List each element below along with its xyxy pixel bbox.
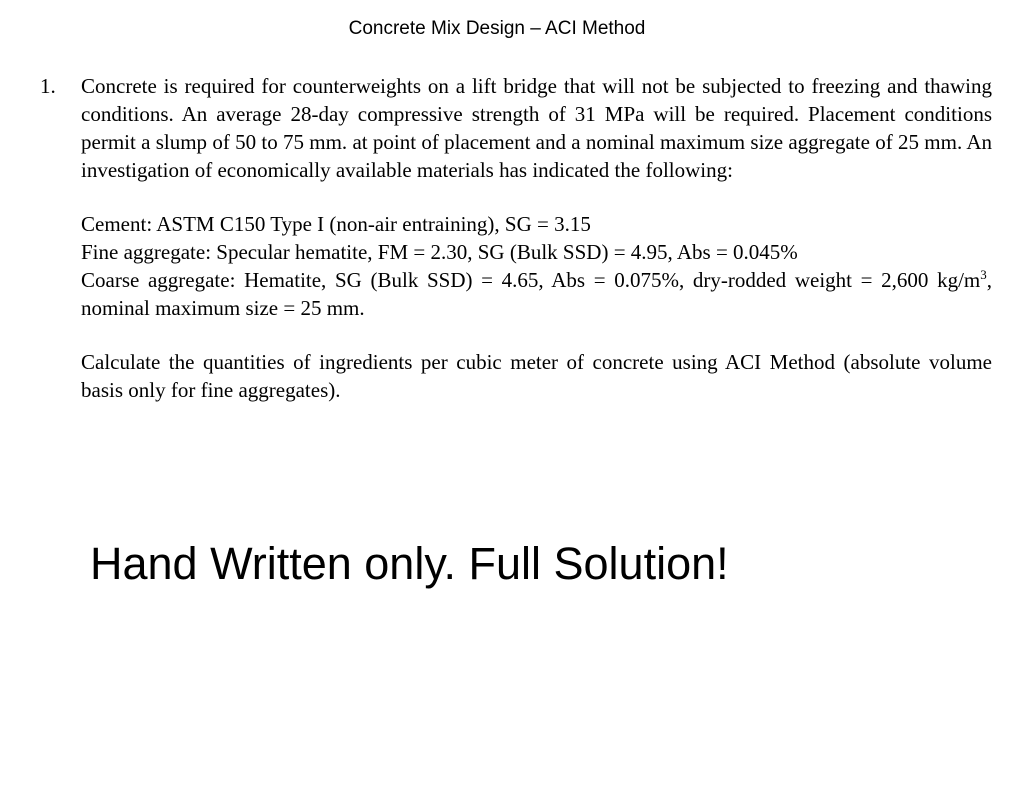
coarse-aggregate-text-end: , nominal maximum size = 25 mm. [81,268,992,320]
fine-aggregate-spec: Fine aggregate: Specular hematite, FM = 2.30, SG (Bulk SSD) = 4.95, Abs = 0.045% [81,240,798,264]
coarse-aggregate-spec [81,266,992,322]
problem-number: 1. [40,74,56,98]
paragraph-spacer [81,322,992,348]
instruction-note: Hand Written only. Full Solution! [90,538,729,589]
problem-statement: Concrete is required for counterweights on a lift bridge that will not be subjected to freezing and thawing conditions. An average 28-day compressive strength of 31 MPa will be required. Placement conditions permit a slump of 50 to 75 mm. at point of placement and a nominal maximum size aggregate of 25 mm. An investigation of economically available materials has indicated the following: [81,74,992,182]
page-title: Concrete Mix Design – ACI Method [348,18,646,39]
coarse-aggregate-text: Coarse aggregate: Hematite, SG (Bulk SSD) = 4.65, Abs = 0.075%, dry-rodded weight = 2,600 kg/m [81,268,981,292]
cement-spec: Cement: ASTM C150 Type I (non-air entraining), SG = 3.15 [81,212,591,236]
unit-exponent: 3 [980,267,987,282]
task-statement: Calculate the quantities of ingredients per cubic meter of concrete using ACI Method (absolute volume basis only for fine aggregates). [81,350,992,402]
paragraph-spacer [81,184,992,210]
problem-block [40,72,992,404]
problem-body [81,72,992,404]
